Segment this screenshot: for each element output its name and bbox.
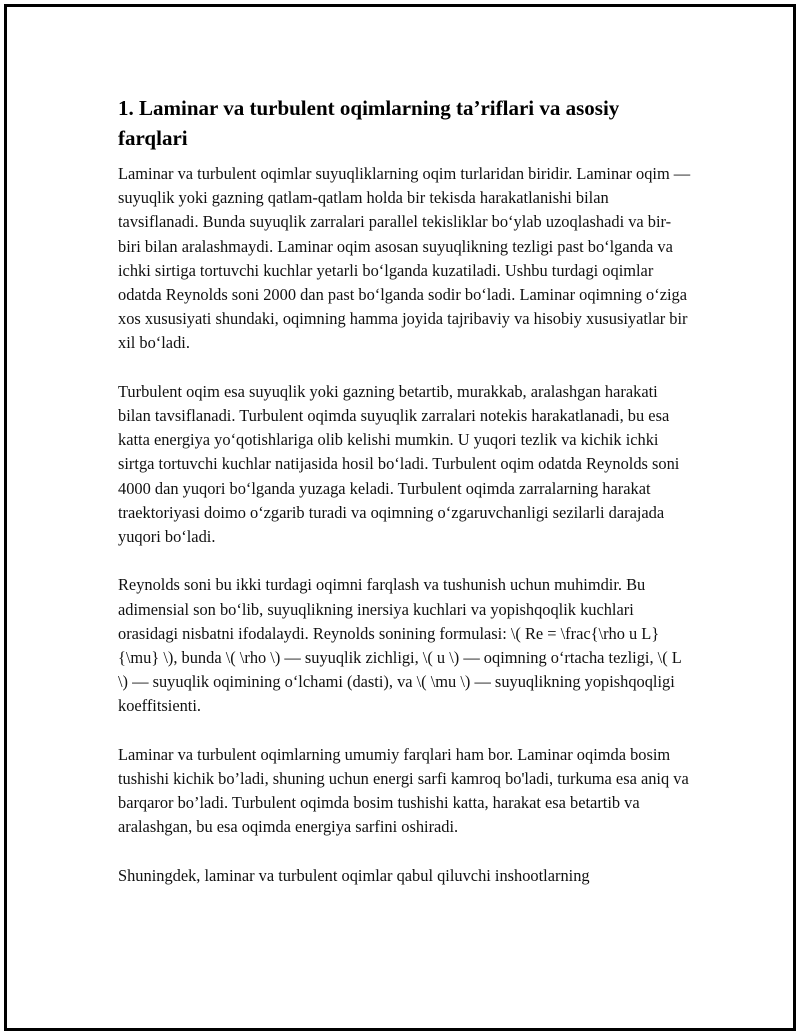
paragraph-continuation: Shuningdek, laminar va turbulent oqimlar qabul qiluvchi inshootlarning (118, 865, 590, 885)
paragraph-laminar-definition: Laminar va turbulent oqimlar suyuqliklarning oqim turlaridan biridir. Laminar oqim — suyuqlik yoki gazning qatlam-qatlam holda bir tekisda harakatlanishi bilan tavsiflanadi. Bunda suyuqlik zarralari parallel tekisliklar bo‘ylab uzoqlashadi va bir-biri bilan aralashmaydi. Laminar oqim asosan suyuqlikning tezligi past bo‘lganda va ichki sirtiga tortuvchi kuchlar yetarli bo‘lganda kuzatiladi. Ushbu turdagi oqimlar odatda Reynolds soni 2000 dan past bo‘lganda sodir bo‘ladi. Laminar oqimning o‘ziga xos xususiyati shundaki, oqimning hamma joyida tajribaviy va hisobiy xususiyatlar bir xil bo‘ladi. (118, 164, 691, 353)
paragraph-differences: Laminar va turbulent oqimlarning umumiy farqlari ham bor. Laminar oqimda bosim tushishi kichik bo’ladi, shuning uchun energi sarfi kamroq bo'ladi, turkuma esa aniq va barqaror bo’ladi. Turbulent oqimda bosim tushishi katta, harakat esa betartib va aralashgan, bu esa oqimda energiya sarfini oshiradi. (118, 744, 689, 837)
paragraph-reynolds-number: Reynolds soni bu ikki turdagi oqimni farqlash va tushunish uchun muhimdir. Bu adimensial son bo‘lib, suyuqlikning inersiya kuchlari va yopishqoqlik kuchlari orasidagi nisbatni ifodalaydi. Reynolds sonining formulasi: \( Re = \frac{\rho u L}{\mu} \), bunda \( \rho \) — suyuqlik zichligi, \( u \) — oqimning o‘rtacha tezligi, \( L \) — suyuqlik oqimining o‘lchami (dasti), va \( \mu \) — suyuqlikning yopishqoqligi koeffitsienti. (118, 575, 682, 716)
paragraph-turbulent-definition: Turbulent oqim esa suyuqlik yoki gazning betartib, murakkab, aralashgan harakati bilan tavsiflanadi. Turbulent oqimda suyuqlik zarralari notekis harakatlanadi, bu esa katta energiya yo‘qotishlariga olib kelishi mumkin. U yuqori tezlik va kichik ichki sirtga tortuvchi kuchlar natijasida hosil bo‘ladi. Turbulent oqim odatda Reynolds soni 4000 dan yuqori bo‘lganda yuzaga keladi. Turbulent oqimda zarralarning harakat traektoriyasi doimo o‘zgarib turadi va oqimning o‘zgaruvchanligi sezilarli darajada yuqori bo‘ladi. (118, 381, 680, 547)
section-title: 1. Laminar va turbulent oqimlarning ta’riflari va asosiy farqlari (118, 96, 620, 150)
document-body (118, 93, 693, 912)
